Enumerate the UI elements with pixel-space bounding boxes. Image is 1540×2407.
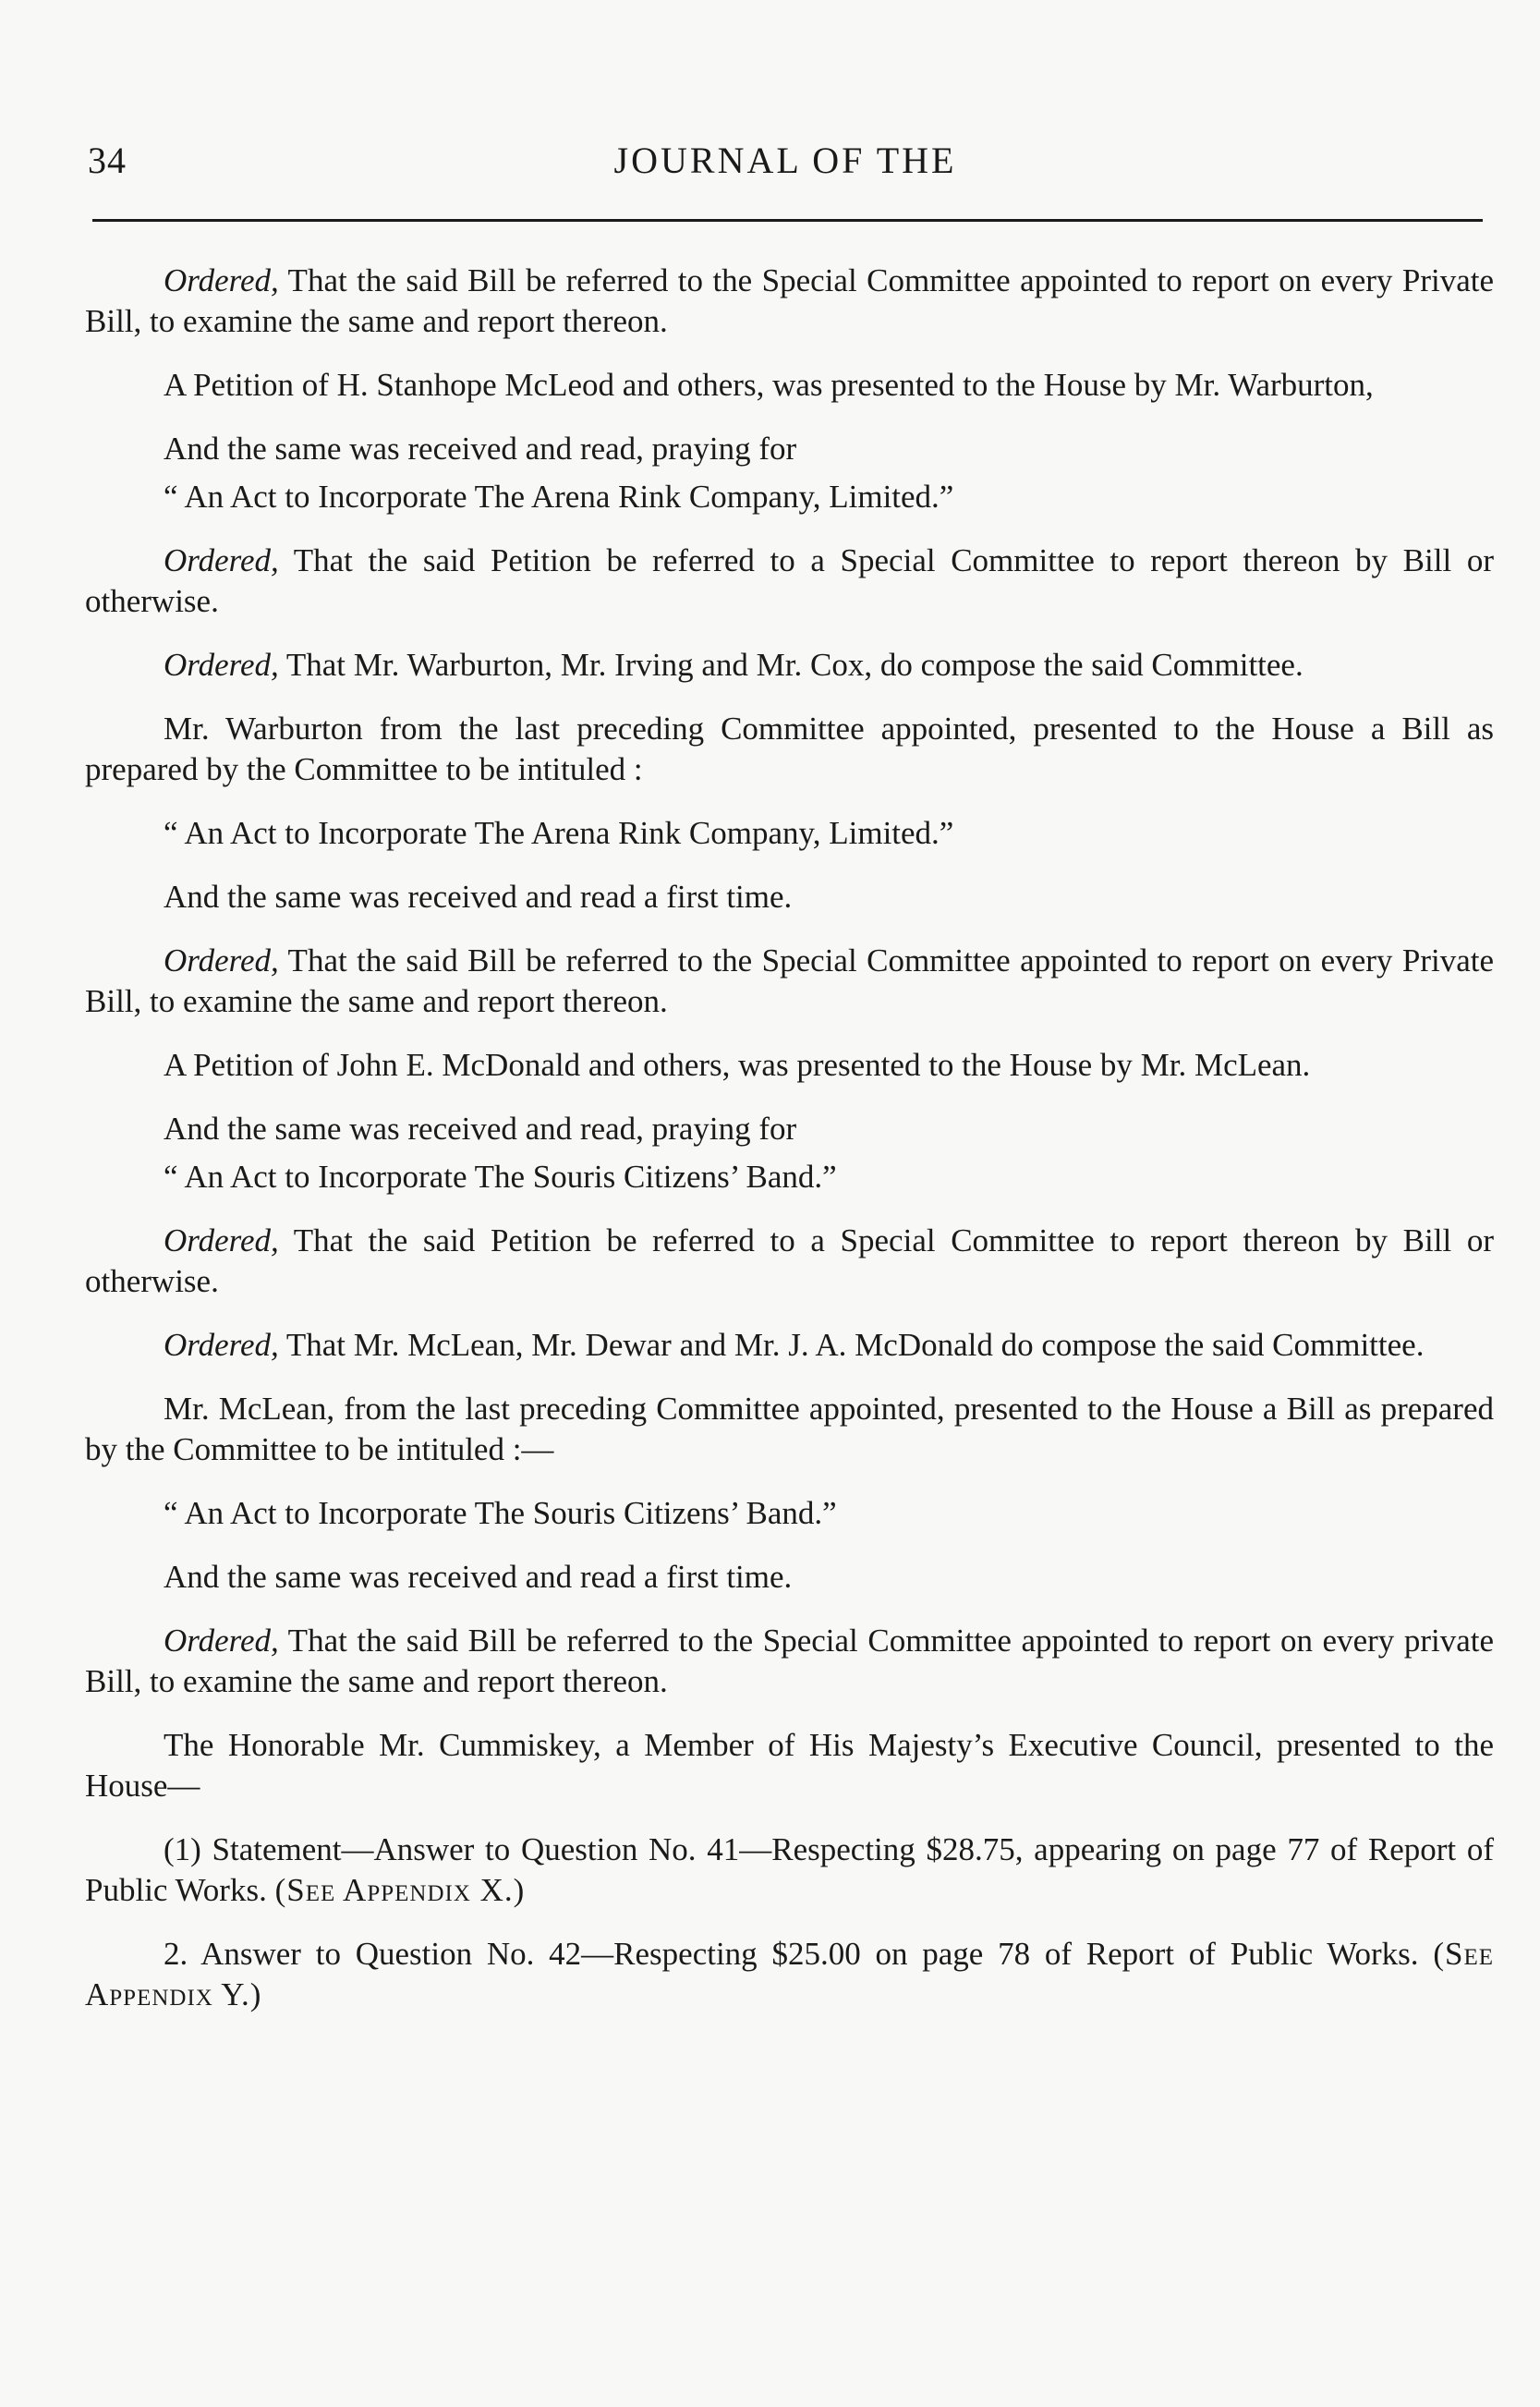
paragraph-text: That Mr. McLean, Mr. Dewar and Mr. J. A. McDonald do compose the said Committee.	[278, 1327, 1425, 1363]
paragraph-text: And the same was received and read a first time.	[164, 879, 793, 915]
paragraph	[85, 1557, 1494, 1598]
paragraph-text: And the same was received and read, praying for	[164, 1111, 797, 1147]
paragraph	[85, 709, 1494, 790]
paragraph	[85, 941, 1494, 1022]
paragraph-text: A Petition of H. Stanhope McLeod and others, was presented to the House by Mr. Warburton,	[164, 367, 1374, 403]
paragraph-text: That the said Petition be referred to a Special Committee to report thereon by Bill or otherwise.	[85, 1222, 1494, 1299]
paragraph	[85, 645, 1494, 686]
ordered-lead: Ordered,	[164, 942, 279, 979]
paragraph	[85, 1934, 1494, 2015]
paragraph-text: That the said Bill be referred to the Special Committee appointed to report on every private Bill, to examine the same and report thereon.	[85, 1623, 1494, 1699]
paragraph-text: That Mr. Warburton, Mr. Irving and Mr. Cox, do compose the said Committee.	[278, 647, 1304, 683]
paragraph-text: The Honorable Mr. Cummiskey, a Member of His Majesty’s Executive Council, presented to the House—	[85, 1727, 1494, 1804]
paragraph	[85, 541, 1494, 622]
bill-title	[85, 1493, 1494, 1534]
ordered-lead: Ordered,	[164, 262, 279, 298]
paragraph-text: 2. Answer to Question No. 42—Respecting $25.00 on page 78 of Report of Public Works.	[164, 1936, 1419, 1972]
ordered-lead: Ordered,	[164, 1222, 279, 1258]
paragraph-text: “ An Act to Incorporate The Arena Rink Company, Limited.”	[164, 479, 954, 515]
paragraph-text: And the same was received and read, praying for	[164, 431, 797, 467]
page-number: 34	[88, 140, 127, 181]
ordered-lead: Ordered,	[164, 1327, 279, 1363]
paragraph	[85, 1725, 1494, 1806]
paragraph-text: (1) Statement—Answer to Question No. 41—Respecting $28.75, appearing on page 77 of Report of Public Works.	[85, 1831, 1494, 1908]
paragraph	[85, 261, 1494, 342]
paragraph-text: A Petition of John E. McDonald and others, was presented to the House by Mr. McLean.	[164, 1047, 1311, 1083]
paragraph-text: Mr. McLean, from the last preceding Committee appointed, presented to the House a Bill as prepared by the Committee to be intituled :—	[85, 1391, 1494, 1467]
paragraph-text: Mr. Warburton from the last preceding Committee appointed, presented to the House a Bill as prepared by the Committee to be intituled :	[85, 711, 1494, 787]
paragraph-text: That the said Bill be referred to the Special Committee appointed to report on every Private Bill, to examine the same and report thereon.	[85, 942, 1494, 1019]
bill-title	[85, 1157, 1494, 1197]
appendix-reference: (See Appendix Y.)	[85, 1936, 1495, 2012]
paragraph	[85, 1830, 1494, 1911]
journal-body	[85, 261, 1494, 2038]
paragraph	[85, 1325, 1494, 1366]
paragraph	[85, 365, 1494, 406]
page-header	[88, 139, 1483, 194]
paragraph-text: That the said Bill be referred to the Special Committee appointed to report on every Private Bill, to examine the same and report thereon.	[85, 262, 1494, 339]
ordered-lead: Ordered,	[164, 647, 279, 683]
paragraph	[85, 1109, 1494, 1149]
ordered-lead: Ordered,	[164, 542, 279, 578]
paragraph	[85, 877, 1494, 918]
bill-title	[85, 813, 1494, 854]
paragraph-text: “ An Act to Incorporate The Arena Rink Company, Limited.”	[164, 815, 954, 851]
paragraph-text: And the same was received and read a first time.	[164, 1559, 793, 1595]
paragraph	[85, 1221, 1494, 1302]
appendix-reference: (See Appendix X.)	[274, 1872, 526, 1908]
running-head: JOURNAL OF THE	[613, 140, 957, 181]
paragraph-text: “ An Act to Incorporate The Souris Citizens’ Band.”	[164, 1495, 837, 1531]
paragraph	[85, 1621, 1494, 1702]
paragraph-text: That the said Petition be referred to a Special Committee to report thereon by Bill or otherwise.	[85, 542, 1494, 619]
paragraph	[85, 1389, 1494, 1470]
ordered-lead: Ordered,	[164, 1623, 279, 1659]
header-rule	[92, 219, 1483, 222]
bill-title	[85, 477, 1494, 517]
paragraph	[85, 429, 1494, 469]
paragraph	[85, 1045, 1494, 1086]
paragraph-text: “ An Act to Incorporate The Souris Citizens’ Band.”	[164, 1159, 837, 1195]
